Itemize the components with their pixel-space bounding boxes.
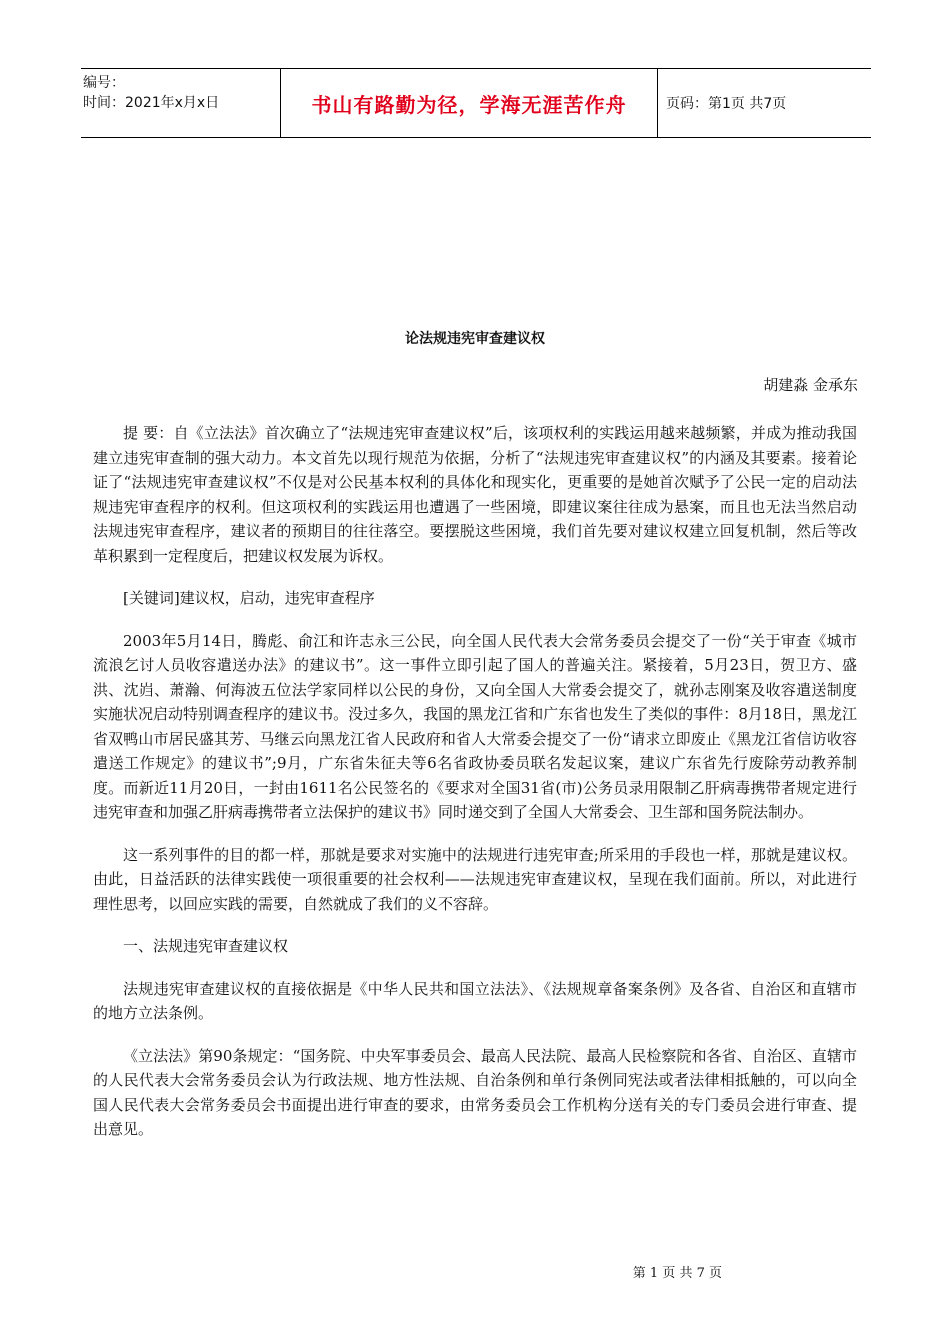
number-label: 编号： [83, 75, 125, 91]
document-body [93, 421, 857, 1160]
keywords-paragraph: [关键词]建议权，启动，违宪审查程序 [123, 589, 375, 607]
page-info: 页码：第1页 共7页 [666, 96, 787, 112]
body-paragraph: 法规违宪审查建议权的直接依据是《中华人民共和国立法法》、《法规规章备案条例》及各省、自治区和直辖市的地方立法条例。 [93, 979, 857, 1022]
time-label: 时间：2021年x月x日 [83, 95, 220, 111]
page-header [81, 68, 871, 138]
document-authors: 胡建淼 金承东 [763, 376, 858, 394]
document-title: 论法规违宪审查建议权 [405, 331, 545, 347]
body-paragraph: 这一系列事件的目的都一样，那就是要求对实施中的法规进行违宪审查;所采用的手段也一样，那就是建议权。由此，日益活跃的法律实践使一项很重要的社会权利——法规违宪审查建议权，呈现在我们面前。所以，对此进行理性思考，以回应实践的需要，自然就成了我们的义不容辞。 [93, 845, 857, 913]
section-heading: 一、法规违宪审查建议权 [123, 937, 289, 955]
body-paragraph: 《立法法》第90条规定：“国务院、中央军事委员会、最高人民法院、最高人民检察院和各省、自治区、直辖市的人民代表大会常务委员会认为行政法规、地方性法规、自治条例和单行条例同宪法或者法律相抵触的，可以向全国人民代表大会常务委员会书面提出进行审查的要求，由常务委员会工作机构分送有关的专门委员会进行审查、提出意见。 [93, 1046, 857, 1138]
body-paragraph: 2003年5月14日，腾彪、俞江和许志永三公民，向全国人民代表大会常务委员会提交了一份“关于审查《城市流浪乞讨人员收容遣送办法》的建议书”。这一事件立即引起了国人的普遍关注。紧接着，5月23日，贺卫方、盛洪、沈岿、萧瀚、何海波五位法学家同样以公民的身份，又向全国人大常委会提交了，就孙志刚案及收容遣送制度实施状况启动特别调查程序的建议书。没过多久，我国的黑龙江省和广东省也发生了类似的事件：8月18日，黑龙江省双鸭山市居民盛其芳、马继云向黑龙江省人民政府和省人大常委会提交了一份“请求立即废止《黑龙江省信访收容遣送工作规定》的建议书”;9月，广东省朱征夫等6名省政协委员联名发起议案，建议广东省先行废除劳动教养制度。而新近11月20日，一封由1611名公民签名的《要求对全国31省(市)公务员录用限制乙肝病毒携带者规定进行违宪审查和加强乙肝病毒携带者立法保护的建议书》同时递交到了全国人大常委会、卫生部和国务院法制办。 [93, 631, 857, 821]
abstract-paragraph: 提 要：自《立法法》首次确立了“法规违宪审查建议权”后，该项权利的实践运用越来越频繁，并成为推动我国建立违宪审查制的强大动力。本文首先以现行规范为依据，分析了“法规违宪审查建议权”的内涵及其要素。接着论证了“法规违宪审查建议权”不仅是对公民基本权利的具体化和现实化，更重要的是她首次赋予了公民一定的启动法规违宪审查程序的权利。但这项权利的实践运用也遭遇了一些困境，即建议案往往成为悬案，而且也无法当然启动法规违宪审查程序，建议者的预期目的往往落空。要摆脱这些困境，我们首先要对建议权建立回复机制，然后等改革积累到一定程度后，把建议权发展为诉权。 [93, 424, 857, 565]
motto: 书山有路勤为径，学海无涯苦作舟 [281, 69, 658, 137]
header-meta [81, 69, 281, 137]
page-footer: 第 1 页 共 7 页 [632, 1266, 722, 1281]
